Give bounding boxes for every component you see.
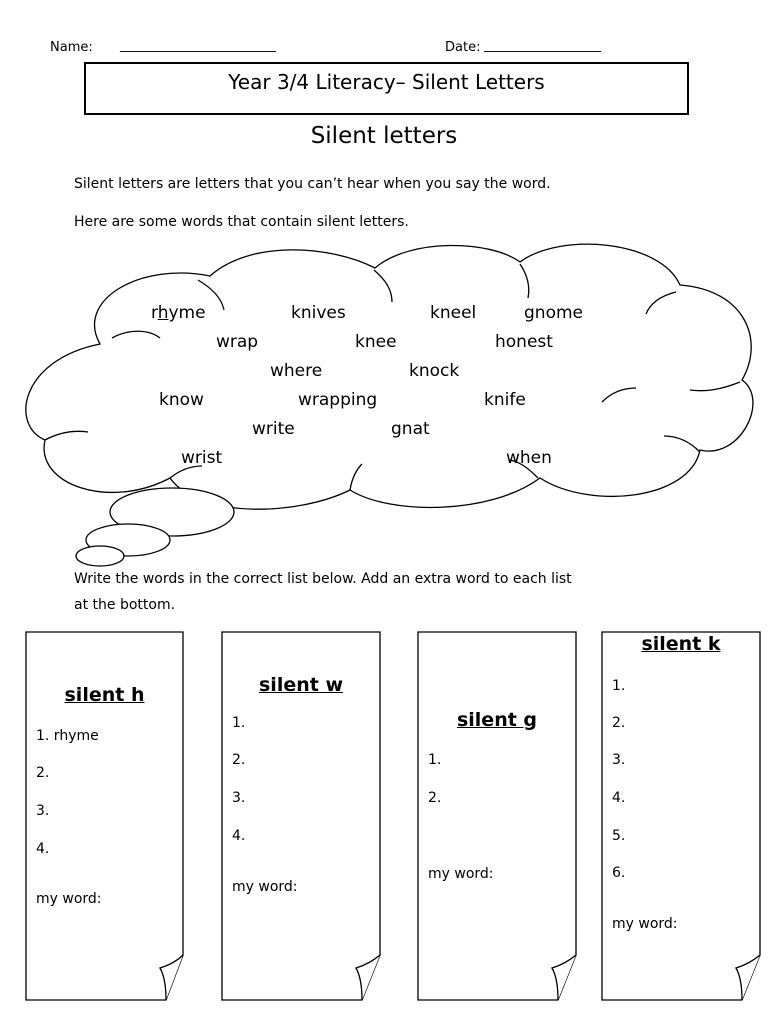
word-kneel: kneel: [430, 303, 477, 323]
word-knee: knee: [355, 332, 397, 352]
silent-w-item-3[interactable]: 3.: [232, 790, 246, 806]
rhyme-silent-letter: h: [157, 303, 169, 323]
card-silent-g-outline: [418, 632, 576, 1000]
word-knock: knock: [409, 361, 460, 381]
silent-k-item-5[interactable]: 5.: [612, 828, 626, 844]
word-wrist: wrist: [181, 448, 223, 468]
silent-h-item-1[interactable]: 1. rhyme: [36, 728, 99, 744]
silent-g-item-2[interactable]: 2.: [428, 790, 442, 806]
intro-line-2: Here are some words that contain silent letters.: [74, 214, 409, 230]
word-wrapping: wrapping: [298, 390, 378, 410]
thought-cloud: [26, 244, 753, 566]
card-title-silent-w: silent w: [259, 674, 343, 696]
rhyme-pre: r: [151, 303, 158, 323]
word-knives: knives: [291, 303, 346, 323]
silent-g-my-word[interactable]: my word:: [428, 866, 494, 882]
silent-h-item-4[interactable]: 4.: [36, 841, 50, 857]
card-title-silent-g: silent g: [456, 709, 538, 731]
word-rhyme: [151, 303, 206, 323]
word-gnat: gnat: [391, 419, 430, 439]
silent-w-item-2[interactable]: 2.: [232, 752, 246, 768]
silent-k-item-4[interactable]: 4.: [612, 790, 626, 806]
silent-w-item-1[interactable]: 1.: [232, 715, 246, 731]
silent-k-item-3[interactable]: 3.: [612, 752, 626, 768]
silent-h-my-word[interactable]: my word:: [36, 891, 102, 907]
silent-k-item-2[interactable]: 2.: [612, 715, 626, 731]
silent-k-my-word[interactable]: my word:: [612, 916, 678, 932]
intro-line-1: Silent letters are letters that you can’t hear when you say the word.: [74, 176, 551, 192]
word-wrap: wrap: [216, 332, 259, 352]
silent-w-item-4[interactable]: 4.: [232, 828, 246, 844]
word-where: where: [270, 361, 323, 381]
name-field[interactable]: ________________________: [120, 38, 276, 53]
page-heading: Silent letters: [310, 123, 458, 149]
silent-k-item-6[interactable]: 6.: [612, 865, 626, 881]
word-know: know: [159, 390, 204, 410]
silent-k-item-1[interactable]: 1.: [612, 678, 626, 694]
instructions-line-1: Write the words in the correct list below. Add an extra word to each list: [74, 571, 572, 587]
card-silent-k-outline: [602, 632, 760, 1000]
card-title-silent-h: silent h: [64, 684, 145, 706]
date-label: Date:: [445, 40, 481, 55]
silent-h-item-3[interactable]: 3.: [36, 803, 50, 819]
name-label: Name:: [50, 40, 93, 55]
date-field[interactable]: __________________: [484, 38, 601, 53]
word-write: write: [252, 419, 295, 439]
silent-w-my-word[interactable]: my word:: [232, 879, 298, 895]
instructions-line-2: at the bottom.: [74, 597, 176, 613]
silent-g-item-1[interactable]: 1.: [428, 752, 442, 768]
word-when: when: [506, 448, 552, 468]
rhyme-post: yme: [168, 303, 206, 323]
word-gnome: gnome: [524, 303, 583, 323]
word-honest: honest: [495, 332, 553, 352]
worksheet-title: Year 3/4 Literacy– Silent Letters: [228, 70, 545, 94]
word-knife: knife: [484, 390, 526, 410]
card-title-silent-k: silent k: [641, 633, 721, 655]
silent-h-item-2[interactable]: 2.: [36, 765, 50, 781]
